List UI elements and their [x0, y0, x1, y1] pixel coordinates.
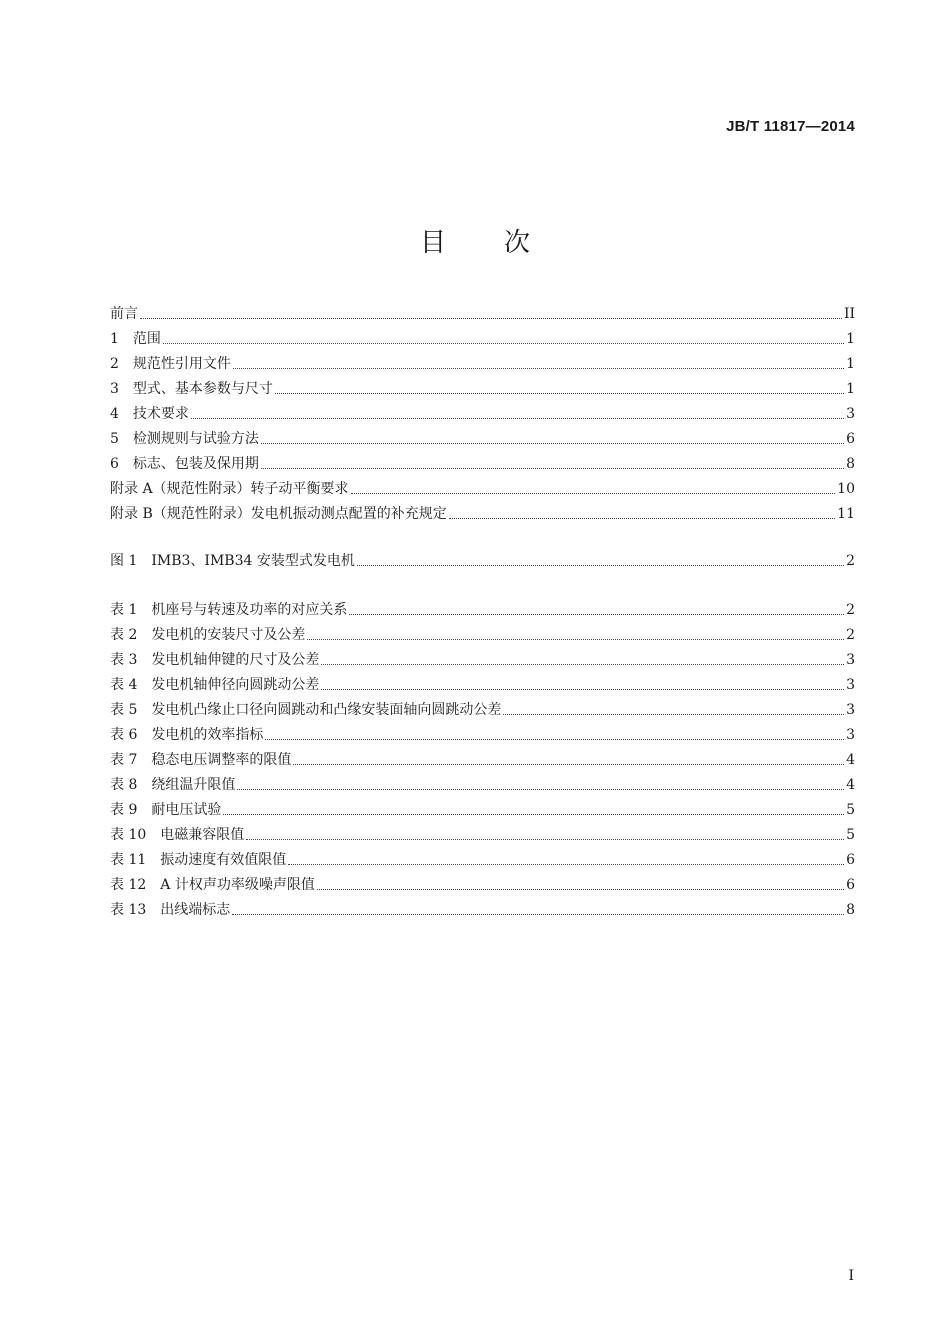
leader-dots — [351, 493, 836, 494]
toc-entry-label: 表 12 A 计权声功率级噪声限值 — [110, 877, 315, 893]
toc-entry-page: 1 — [846, 381, 855, 397]
toc-entry-annex-b[interactable] — [110, 498, 855, 523]
toc-entry-page: 3 — [846, 677, 855, 693]
toc-entry-label: 附录 A（规范性附录）转子动平衡要求 — [110, 481, 349, 497]
toc-entry-label: 图 1 IMB3、IMB34 安装型式发电机 — [110, 553, 355, 569]
toc-entry-label: 表 8 绕组温升限值 — [110, 777, 236, 793]
toc-figures — [110, 545, 855, 570]
leader-dots — [163, 343, 844, 344]
toc-entry-label: 前言 — [110, 306, 138, 322]
toc-entry-label: 表 9 耐电压试验 — [110, 802, 222, 818]
toc-entry-page: 2 — [846, 553, 855, 569]
toc-entry-label: 表 7 稳态电压调整率的限值 — [110, 752, 292, 768]
toc-entry-page: 2 — [846, 627, 855, 643]
toc-entry-table-13[interactable] — [110, 894, 855, 919]
toc-entry-technical-requirements[interactable] — [110, 398, 855, 423]
toc-sections — [110, 298, 855, 523]
leader-dots — [275, 393, 844, 394]
toc-entry-label: 表 5 发电机凸缘止口径向圆跳动和凸缘安装面轴向圆跳动公差 — [110, 702, 502, 718]
toc-entry-label: 表 13 出线端标志 — [110, 902, 231, 918]
leader-dots — [503, 714, 844, 715]
leader-dots — [293, 764, 844, 765]
toc-entry-page: 4 — [846, 752, 855, 768]
page-title: 目次 — [419, 228, 588, 258]
toc-entry-label: 表 2 发电机的安装尺寸及公差 — [110, 627, 306, 643]
toc-entry-page: 6 — [846, 877, 855, 893]
toc-entry-label: 表 6 发电机的效率指标 — [110, 727, 264, 743]
leader-dots — [357, 565, 844, 566]
toc-entry-page: 10 — [837, 481, 855, 497]
toc-entry-label: 表 3 发电机轴伸键的尺寸及公差 — [110, 652, 320, 668]
toc-entry-table-5[interactable] — [110, 694, 855, 719]
toc-entry-table-9[interactable] — [110, 794, 855, 819]
toc-entry-page: 3 — [846, 702, 855, 718]
leader-dots — [246, 839, 844, 840]
toc-entry-page: 4 — [846, 777, 855, 793]
toc-entry-label: 1 范围 — [110, 331, 161, 347]
toc-entry-page: 11 — [837, 506, 855, 522]
leader-dots — [449, 518, 835, 519]
leader-dots — [317, 889, 844, 890]
toc-entry-page: 6 — [846, 852, 855, 868]
leader-dots — [261, 443, 844, 444]
leader-dots — [321, 689, 844, 690]
toc-entry-label: 表 10 电磁兼容限值 — [110, 827, 245, 843]
toc-entry-table-2[interactable] — [110, 619, 855, 644]
toc-entry-page: 5 — [846, 827, 855, 843]
toc-entry-page: 8 — [846, 456, 855, 472]
toc-entry-table-6[interactable] — [110, 719, 855, 744]
toc-entry-marking-packaging[interactable] — [110, 448, 855, 473]
leader-dots — [232, 914, 844, 915]
leader-dots — [261, 468, 844, 469]
leader-dots — [349, 614, 844, 615]
toc-entry-table-7[interactable] — [110, 744, 855, 769]
toc-entry-foreword[interactable] — [110, 298, 855, 323]
toc-entry-table-10[interactable] — [110, 819, 855, 844]
leader-dots — [140, 318, 842, 319]
toc-entry-label: 表 1 机座号与转速及功率的对应关系 — [110, 602, 348, 618]
standard-code: JB/T 11817—2014 — [726, 118, 855, 135]
leader-dots — [321, 664, 844, 665]
toc-entry-page: 8 — [846, 902, 855, 918]
toc-entry-label: 4 技术要求 — [110, 406, 189, 422]
toc-entry-page: 6 — [846, 431, 855, 447]
toc-entry-table-3[interactable] — [110, 644, 855, 669]
leader-dots — [265, 739, 844, 740]
toc-entry-page: 3 — [846, 406, 855, 422]
toc-entry-table-12[interactable] — [110, 869, 855, 894]
toc-entry-table-4[interactable] — [110, 669, 855, 694]
toc-entry-table-8[interactable] — [110, 769, 855, 794]
page-number: I — [848, 1268, 854, 1284]
toc-entry-label: 表 11 振动速度有效值限值 — [110, 852, 287, 868]
toc-entry-label: 2 规范性引用文件 — [110, 356, 231, 372]
toc-entry-page: 3 — [846, 727, 855, 743]
toc-entry-table-1[interactable] — [110, 594, 855, 619]
toc-entry-label: 3 型式、基本参数与尺寸 — [110, 381, 273, 397]
leader-dots — [233, 368, 844, 369]
toc-entry-page: 5 — [846, 802, 855, 818]
toc-entry-label: 5 检测规则与试验方法 — [110, 431, 259, 447]
toc-entry-page: 1 — [846, 356, 855, 372]
toc-entry-normative-references[interactable] — [110, 348, 855, 373]
toc-entry-label: 附录 B（规范性附录）发电机振动测点配置的补充规定 — [110, 506, 447, 522]
toc-entry-page: 3 — [846, 652, 855, 668]
leader-dots — [237, 789, 844, 790]
leader-dots — [223, 814, 844, 815]
toc-entry-types-parameters[interactable] — [110, 373, 855, 398]
leader-dots — [288, 864, 844, 865]
leader-dots — [191, 418, 844, 419]
toc-tables — [110, 594, 855, 919]
leader-dots — [307, 639, 844, 640]
toc-entry-label: 表 4 发电机轴伸径向圆跳动公差 — [110, 677, 320, 693]
toc-entry-figure-1[interactable] — [110, 545, 855, 570]
toc-entry-label: 6 标志、包装及保用期 — [110, 456, 259, 472]
toc-entry-page: 1 — [846, 331, 855, 347]
toc-entry-annex-a[interactable] — [110, 473, 855, 498]
toc-entry-table-11[interactable] — [110, 844, 855, 869]
toc-entry-page: II — [843, 306, 855, 322]
toc-entry-inspection-rules[interactable] — [110, 423, 855, 448]
toc-entry-scope[interactable] — [110, 323, 855, 348]
toc-entry-page: 2 — [846, 602, 855, 618]
